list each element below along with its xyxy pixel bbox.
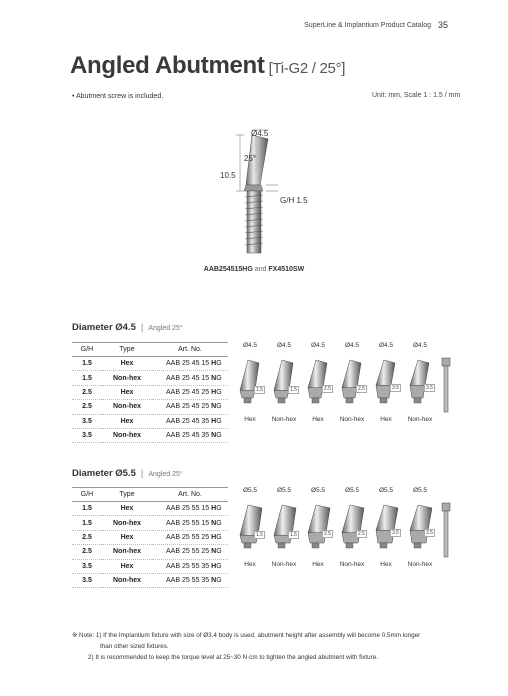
dim-angle: 25°	[244, 154, 257, 163]
table-row	[72, 371, 228, 385]
art-prefix: AAB 25 55 35	[166, 562, 212, 570]
title-sub: [Ti-G2 / 25°]	[268, 60, 346, 77]
gh-height-label: 1.5	[290, 532, 297, 539]
gh-height-label: 1.5	[256, 387, 263, 394]
diameter-label: Ø4.5	[412, 342, 428, 349]
section-angle: Angled 25°	[148, 471, 183, 478]
code-screw: FX4510SW	[268, 266, 305, 273]
cell-art-no	[152, 516, 228, 530]
footnote-1: ※ Note: 1) If the Implantium fixture with size of Ø3.4 body is used, abutment height after assembly will become 0.5mm longer	[72, 632, 421, 639]
gh-height-label: 3.5	[392, 384, 399, 391]
col-gh: G/H	[72, 343, 102, 357]
section-angle: Angled 25°	[148, 325, 183, 332]
abutment-image	[268, 499, 302, 561]
abutment-screw-image	[440, 501, 452, 561]
art-suffix: G	[216, 577, 222, 585]
cell-art-no	[152, 559, 228, 573]
art-code: N	[211, 403, 217, 411]
col-art: Art. No.	[152, 343, 228, 357]
product-images-55	[236, 487, 436, 577]
table-row	[72, 414, 228, 428]
art-suffix: G	[216, 388, 222, 396]
cell-art-no	[152, 530, 228, 544]
art-suffix: G	[216, 432, 222, 440]
cell-art-no	[152, 545, 228, 559]
art-suffix: G	[216, 403, 222, 411]
caption-and: and	[254, 266, 267, 273]
art-prefix: AAB 25 55 15	[166, 519, 212, 527]
cell-type: Non-hex	[102, 371, 152, 385]
diameter-label: Ø4.5	[344, 342, 360, 349]
col-art: Art. No.	[152, 488, 228, 502]
art-prefix: AAB 25 55 35	[166, 577, 212, 585]
catalog-header: SuperLine & Implantium Product Catalog	[304, 22, 431, 29]
cell-type: Non-hex	[102, 573, 152, 587]
diameter-label: Ø4.5	[242, 342, 258, 349]
table-row	[72, 545, 228, 559]
type-label: Hex	[312, 416, 324, 423]
col-type: Type	[102, 343, 152, 357]
page-number: 35	[438, 20, 449, 30]
cell-gh: 1.5	[72, 371, 102, 385]
art-suffix: G	[216, 417, 222, 425]
cell-gh: 2.5	[72, 545, 102, 559]
art-suffix: G	[216, 374, 222, 382]
cell-gh: 3.5	[72, 414, 102, 428]
cell-gh: 1.5	[72, 357, 102, 371]
diameter-label: Ø4.5	[310, 342, 326, 349]
diameter-label: Ø5.5	[344, 487, 360, 494]
art-code: H	[211, 562, 217, 570]
art-code: H	[211, 388, 217, 396]
art-suffix: G	[216, 519, 222, 527]
diameter-label: Ø5.5	[412, 487, 428, 494]
gh-height-label: 3.5	[426, 529, 433, 536]
col-gh: G/H	[72, 488, 102, 502]
cell-art-no	[152, 385, 228, 399]
table-row	[72, 400, 228, 414]
table-row	[72, 559, 228, 573]
art-code: N	[211, 577, 217, 585]
cell-gh: 2.5	[72, 530, 102, 544]
section-heading-45	[72, 322, 183, 333]
diameter-label: Ø4.5	[276, 342, 292, 349]
cell-art-no	[152, 357, 228, 371]
table-row	[72, 357, 228, 371]
footnote-1-cont: than other sized fixtures.	[100, 643, 169, 650]
separator: |	[140, 322, 144, 333]
art-prefix: AAB 25 45 25	[166, 403, 212, 411]
cell-type: Non-hex	[102, 545, 152, 559]
cell-gh: 1.5	[72, 502, 102, 516]
drawing-caption	[0, 266, 508, 273]
code-abutment: AAB254515HG	[203, 266, 253, 273]
art-prefix: AAB 25 55 15	[166, 505, 212, 513]
cell-art-no	[152, 400, 228, 414]
cell-gh: 2.5	[72, 385, 102, 399]
abutment-image	[234, 499, 268, 561]
gh-height-label: 2.5	[324, 385, 331, 392]
table-row	[72, 516, 228, 530]
art-code: N	[211, 548, 217, 556]
gh-height-label: 2.5	[324, 530, 331, 537]
section-title: Diameter Ø4.5	[72, 322, 136, 333]
type-label: Hex	[380, 416, 392, 423]
type-label: Non-hex	[271, 416, 297, 423]
product-images-45	[236, 342, 436, 432]
type-label: Non-hex	[339, 416, 365, 423]
gh-height-label: 2.5	[358, 385, 365, 392]
art-prefix: AAB 25 45 15	[166, 374, 212, 382]
dim-diameter: Ø4.5	[251, 129, 269, 138]
table-row	[72, 573, 228, 587]
cell-type: Hex	[102, 414, 152, 428]
cell-gh: 3.5	[72, 573, 102, 587]
diameter-label: Ø5.5	[276, 487, 292, 494]
section-title: Diameter Ø5.5	[72, 468, 136, 479]
spec-table-55	[72, 487, 228, 588]
cell-type: Hex	[102, 357, 152, 371]
type-label: Non-hex	[339, 561, 365, 568]
abutment-image	[234, 354, 268, 416]
type-label: Non-hex	[407, 561, 433, 568]
cell-art-no	[152, 573, 228, 587]
abutment-drawing	[200, 125, 310, 265]
art-code: N	[211, 519, 217, 527]
gh-height-label: 2.5	[358, 530, 365, 537]
art-suffix: G	[216, 548, 222, 556]
cell-type: Non-hex	[102, 516, 152, 530]
art-code: N	[211, 374, 217, 382]
gh-height-label: 3.5	[426, 384, 433, 391]
cell-type: Non-hex	[102, 428, 152, 442]
cell-gh: 3.5	[72, 559, 102, 573]
art-prefix: AAB 25 55 25	[166, 548, 212, 556]
footnote-2: 2) It is recommended to keep the torque level at 25~30 N·cm to tighten the angled abutment with fixture.	[88, 654, 378, 661]
type-label: Hex	[312, 561, 324, 568]
unit-note: Unit: mm, Scale 1 : 1.5 / mm	[372, 92, 461, 99]
cell-art-no	[152, 428, 228, 442]
dim-gh: G/H 1.5	[280, 196, 308, 205]
cell-type: Non-hex	[102, 400, 152, 414]
cell-art-no	[152, 414, 228, 428]
abutment-image	[268, 354, 302, 416]
gh-height-label: 1.5	[290, 387, 297, 394]
cell-type: Hex	[102, 530, 152, 544]
type-label: Hex	[380, 561, 392, 568]
art-prefix: AAB 25 45 35	[166, 432, 212, 440]
art-code: H	[211, 360, 217, 368]
page-title	[70, 52, 345, 80]
cell-art-no	[152, 502, 228, 516]
cell-type: Hex	[102, 502, 152, 516]
separator: |	[140, 468, 144, 479]
art-code: H	[211, 505, 217, 513]
table-row	[72, 385, 228, 399]
art-suffix: G	[216, 505, 222, 513]
art-suffix: G	[216, 533, 222, 541]
table-row	[72, 530, 228, 544]
section-heading-55	[72, 468, 183, 479]
spec-table-45	[72, 342, 228, 443]
art-prefix: AAB 25 45 25	[166, 388, 212, 396]
gh-height-label: 3.5	[392, 529, 399, 536]
cell-art-no	[152, 371, 228, 385]
art-code: H	[211, 533, 217, 541]
title-main: Angled Abutment	[70, 52, 265, 79]
art-code: N	[211, 432, 217, 440]
table-row	[72, 502, 228, 516]
diameter-label: Ø5.5	[242, 487, 258, 494]
screw-note: • Abutment screw is included.	[72, 93, 164, 100]
art-suffix: G	[216, 360, 222, 368]
art-prefix: AAB 25 55 25	[166, 533, 212, 541]
diameter-label: Ø4.5	[378, 342, 394, 349]
cell-gh: 3.5	[72, 428, 102, 442]
cell-gh: 2.5	[72, 400, 102, 414]
art-prefix: AAB 25 45 35	[166, 417, 212, 425]
cell-type: Hex	[102, 385, 152, 399]
diameter-label: Ø5.5	[310, 487, 326, 494]
gh-height-label: 1.5	[256, 532, 263, 539]
type-label: Hex	[244, 416, 256, 423]
type-label: Hex	[244, 561, 256, 568]
type-label: Non-hex	[271, 561, 297, 568]
art-suffix: G	[216, 562, 222, 570]
diameter-label: Ø5.5	[378, 487, 394, 494]
abutment-screw-image	[440, 356, 452, 416]
art-code: H	[211, 417, 217, 425]
cell-gh: 1.5	[72, 516, 102, 530]
art-prefix: AAB 25 45 15	[166, 360, 212, 368]
table-row	[72, 428, 228, 442]
type-label: Non-hex	[407, 416, 433, 423]
col-type: Type	[102, 488, 152, 502]
dim-height: 10.5	[220, 171, 236, 180]
cell-type: Hex	[102, 559, 152, 573]
